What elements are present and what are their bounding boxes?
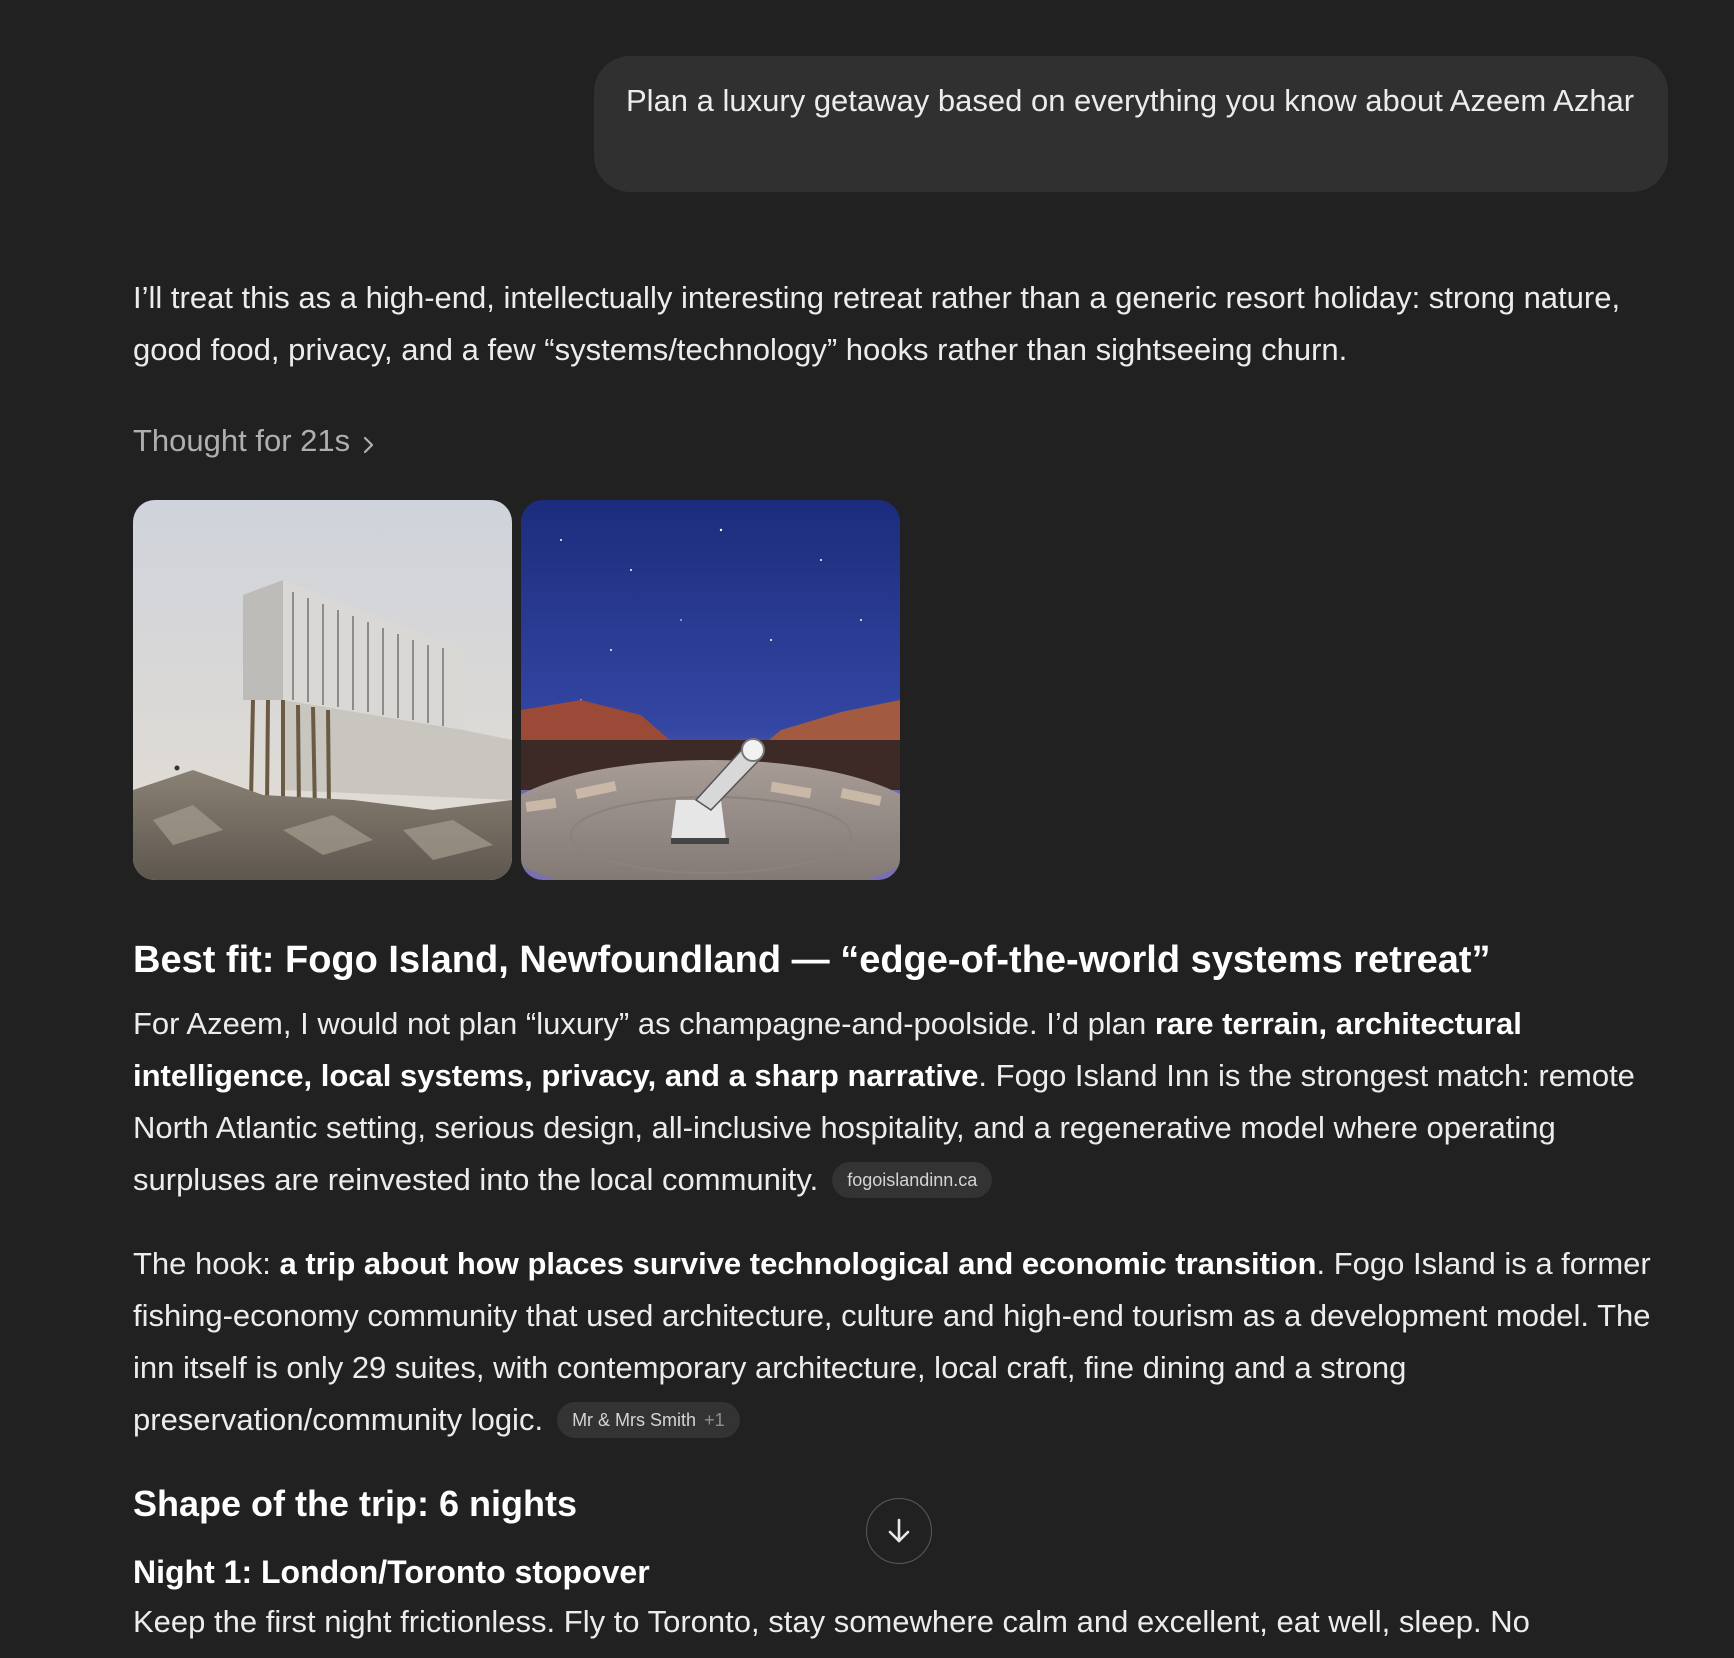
image-observatory-canyon[interactable]	[521, 500, 900, 880]
citation-label: fogoislandinn.ca	[847, 1170, 978, 1190]
citation-label: Mr & Mrs Smith	[572, 1410, 697, 1430]
thought-toggle[interactable]	[133, 416, 1673, 466]
para2-pre: The hook:	[133, 1246, 280, 1281]
assistant-response	[133, 272, 1673, 1648]
citation-fogoislandinn[interactable]	[832, 1162, 992, 1198]
para1-bold: rare terrain, architectural intelligence, local systems, privacy, and a sharp narrative	[133, 1006, 1522, 1093]
para2-post: . Fogo Island is a former fishing-economy community that used architecture, culture and high-end tourism as a development model. The inn itself is only 29 suites, with contemporary architecture, local craft, fine dining and a strong preservation/community logic.	[133, 1246, 1651, 1437]
para1-post: . Fogo Island Inn is the strongest match: remote North Atlantic setting, serious design, all-inclusive hospitality, and a regenerative model where operating surpluses are reinvested into the local community.	[133, 1058, 1635, 1197]
thought-label: Thought for 21s	[133, 423, 351, 458]
heading-trip-shape: Shape of the trip: 6 nights	[133, 1483, 578, 1524]
citation-extra-count: +1	[704, 1410, 725, 1430]
paragraph-night-1: Keep the first night frictionless. Fly to Toronto, stay somewhere calm and excellent, eat well, sleep. No	[133, 1604, 1530, 1639]
paragraph-luxury-approach	[133, 998, 1673, 1206]
heading-night-1: Night 1: London/Toronto stopover	[133, 1554, 650, 1590]
image-gallery	[133, 500, 1673, 880]
chevron-right-icon	[360, 429, 378, 453]
arrow-down-icon	[884, 1516, 914, 1546]
para1-pre: For Azeem, I would not plan “luxury” as champagne-and-poolside. I’d plan	[133, 1006, 1155, 1041]
user-message-bubble	[594, 56, 1668, 192]
scroll-to-bottom-button[interactable]	[866, 1498, 932, 1564]
citation-mr-mrs-smith[interactable]	[557, 1402, 740, 1438]
paragraph-hook	[133, 1238, 1673, 1446]
heading-best-fit: Best fit: Fogo Island, Newfoundland — “edge-of-the-world systems retreat”	[133, 939, 1491, 981]
image-fogo-island-inn[interactable]	[133, 500, 512, 880]
user-message-text: Plan a luxury getaway based on everything you know about Azeem Azhar	[626, 83, 1635, 118]
para2-bold: a trip about how places survive technological and economic transition	[279, 1246, 1317, 1281]
assistant-intro: I’ll treat this as a high-end, intellectually interesting retreat rather than a generic resort holiday: strong nature, good food, privacy, and a few “systems/technology” hooks rather than sightseeing churn.	[133, 280, 1621, 367]
